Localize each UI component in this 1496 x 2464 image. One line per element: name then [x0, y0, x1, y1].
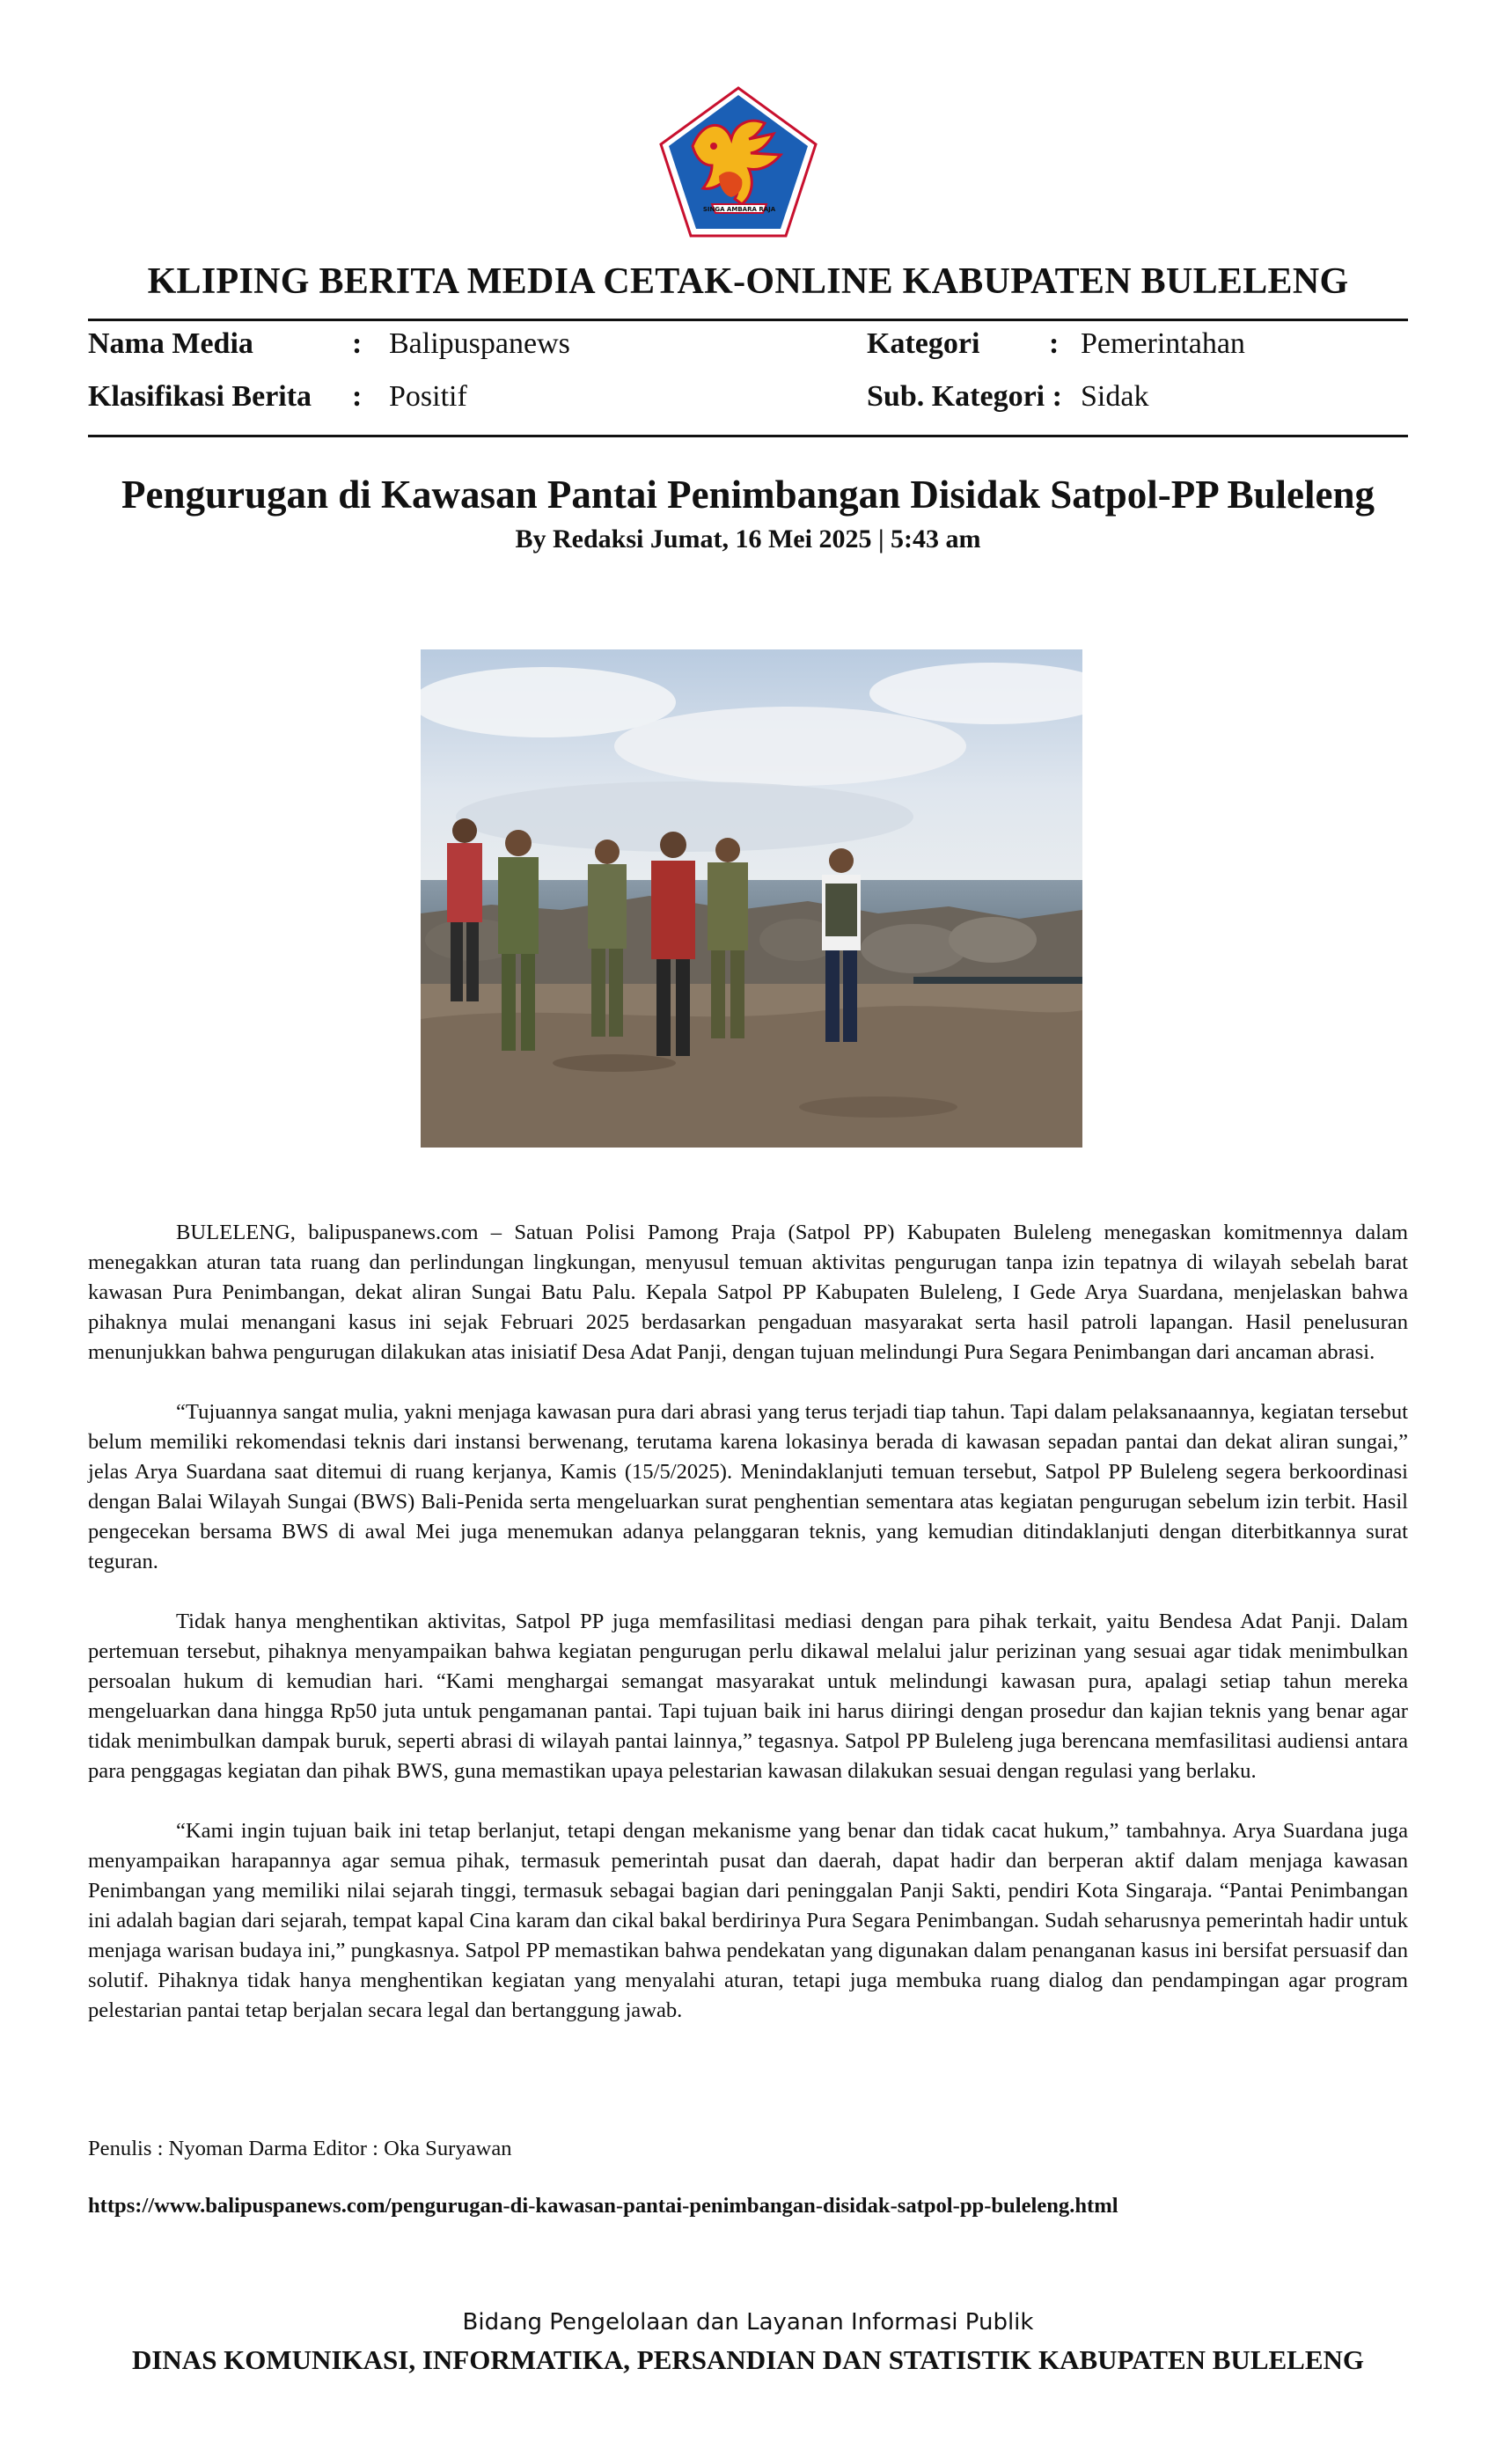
- svg-text:SINGA AMBARA RAJA: SINGA AMBARA RAJA: [702, 206, 776, 213]
- article-body: [88, 1218, 1408, 2056]
- article-paragraph: Tidak hanya menghentikan aktivitas, Satpol PP juga memfasilitasi mediasi dengan para pihak terkait, yaitu Bendesa Adat Panji. Dalam pertemuan tersebut, pihaknya menyampaikan bahwa kegiatan pengurugan perlu dikawal melalui jalur perizinan yang sesuai agar tidak menimbulkan persoalan hukum di kemudian hari. “Kami menghargai semangat masyarakat untuk melindungi kawasan pura, apalagi setiap tahun mereka mengeluarkan dana hingga Rp50 juta untuk pengamanan pantai. Tapi tujuan baik ini harus diiringi dengan prosedur dan kajian teknis yang benar agar tidak menimbulkan dampak buruk, seperti abrasi di wilayah pantai lainnya,” tegasnya. Satpol PP Buleleng juga berencana memfasilitasi audiensi antara para penggagas kegiatan dan pihak BWS, guna memastikan upaya pelestarian kawasan dilakukan sesuai dengan regulasi yang berlaku.: [88, 1610, 1408, 1783]
- clipping-title: KLIPING BERITA MEDIA CETAK-ONLINE KABUPATEN BULELENG: [147, 261, 1349, 302]
- media-label: Nama Media: [88, 327, 253, 360]
- article-byline: By Redaksi Jumat, 16 Mei 2025 | 5:43 am: [515, 524, 981, 554]
- article-source-link[interactable]: https://www.balipuspanews.com/pengurugan-di-kawasan-pantai-penimbangan-disidak-satpol-pp-buleleng.html: [88, 2194, 1118, 2218]
- klasifikasi-value: Positif: [389, 380, 467, 413]
- footer-division: Bidang Pengelolaan dan Layanan Informasi Publik: [462, 2309, 1034, 2336]
- kategori-label: Kategori: [867, 327, 980, 360]
- article-photo: [421, 649, 1082, 1148]
- footer-agency: DINAS KOMUNIKASI, INFORMATIKA, PERSANDIAN DAN STATISTIK KABUPATEN BULELENG: [131, 2344, 1365, 2375]
- kategori-colon: :: [1049, 327, 1060, 360]
- top-divider: [88, 319, 1408, 321]
- kategori-value: Pemerintahan: [1081, 327, 1245, 360]
- subkategori-label: Sub. Kategori :: [867, 380, 1062, 413]
- meta-row-2: [88, 380, 1408, 422]
- media-colon: :: [352, 327, 363, 360]
- klasifikasi-colon: :: [352, 380, 363, 413]
- klasifikasi-label: Klasifikasi Berita: [88, 380, 312, 413]
- media-value: Balipuspanews: [389, 327, 570, 360]
- winged-lion-emblem-icon: [657, 84, 819, 239]
- buleleng-emblem-logo: [657, 84, 819, 239]
- article-paragraph: “Tujuannya sangat mulia, yakni menjaga kawasan pura dari abrasi yang terus terjadi tiap tahun. Tapi dalam pelaksanaannya, kegiatan tersebut belum memiliki rekomendasi teknis dari instansi berwenang, terutama karena lokasinya berada di kawasan sepadan pantai dan dekat aliran sungai,” jelas Arya Suardana saat ditemui di ruang kerjanya, Kamis (15/5/2025). Menindaklanjuti temuan tersebut, Satpol PP Buleleng segera berkoordinasi dengan Balai Wilayah Sungai (BWS) Bali-Penida serta mengeluarkan surat penghentian sementara atas kegiatan pengurugan sebelum izin terbit. Hasil pengecekan bersama BWS di awal Mei juga menemukan adanya pelanggaran teknis, yang kemudian ditindaklanjuti dengan diterbitkannya surat teguran.: [88, 1400, 1408, 1573]
- meta-bottom-divider: [88, 435, 1408, 437]
- article-credits: Penulis : Nyoman Darma Editor : Oka Suryawan: [88, 2137, 512, 2160]
- meta-row-1: [88, 327, 1408, 370]
- subkategori-value: Sidak: [1081, 380, 1149, 413]
- article-paragraph: BULELENG, balipuspanews.com – Satuan Polisi Pamong Praja (Satpol PP) Kabupaten Buleleng menegaskan komitmennya dalam menegakkan aturan tata ruang dan perlindungan lingkungan, menyusul temuan aktivitas pengurugan tanpa izin tepatnya di wilayah sebelah barat kawasan Pura Penimbangan, dekat aliran Sungai Batu Palu. Kepala Satpol PP Kabupaten Buleleng, I Gede Arya Suardana, menjelaskan bahwa pihaknya mulai menangani kasus ini sejak Februari 2025 berdasarkan pengaduan masyarakat serta hasil patroli lapangan. Hasil penelusuran menunjukkan bahwa pengurugan dilakukan atas inisiatif Desa Adat Panji, dengan tujuan melindungi Pura Segara Penimbangan dari ancaman abrasi.: [88, 1221, 1408, 1364]
- article-headline: Pengurugan di Kawasan Pantai Penimbangan Disidak Satpol-PP Buleleng: [121, 473, 1375, 517]
- article-paragraph: “Kami ingin tujuan baik ini tetap berlanjut, tetapi dengan mekanisme yang benar dan tidak cacat hukum,” tambahnya. Arya Suardana juga menyampaikan harapannya agar semua pihak, termasuk pemerintah pusat dan daerah, dapat hadir dan berperan aktif dalam menjaga kawasan Penimbangan yang memiliki nilai sejarah tinggi, termasuk sebagai bagian dari peninggalan Panji Sakti, pendiri Kota Singaraja. “Pantai Penimbangan ini adalah bagian dari sejarah, tempat kapal Cina karam dan cikal bakal berdirinya Pura Segara Penimbangan. Sudah seharusnya pemerintah hadir untuk menjaga warisan budaya ini,” pungkasnya. Satpol PP memastikan bahwa pendekatan yang digunakan dalam penanganan kasus ini bersifat persuasif dan solutif. Pihaknya tidak hanya menghentikan kegiatan yang menyalahi aturan, tetapi juga membuka ruang dialog dan pendampingan agar program pelestarian pantai tetap berjalan secara legal dan bertanggung jawab.: [88, 1819, 1408, 2022]
